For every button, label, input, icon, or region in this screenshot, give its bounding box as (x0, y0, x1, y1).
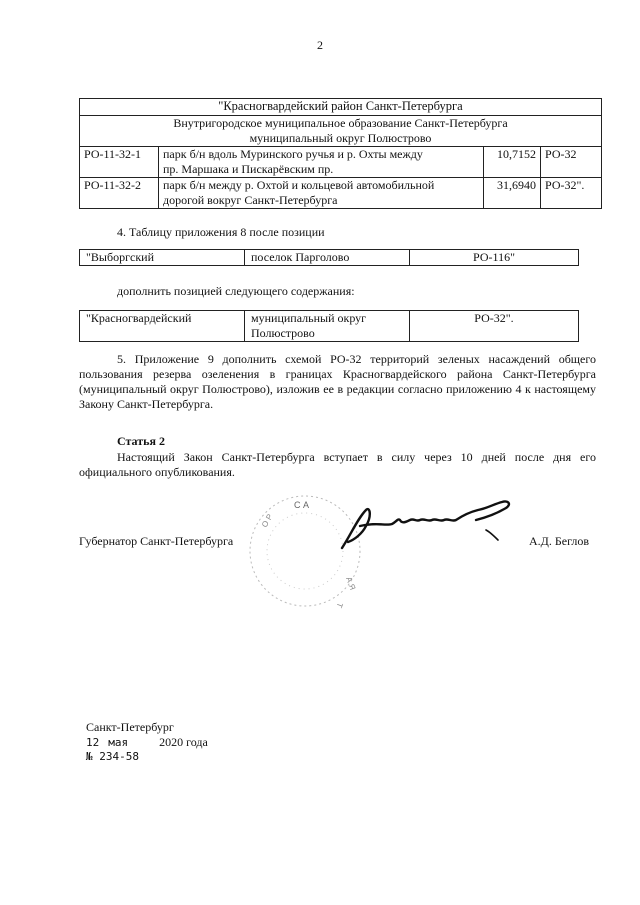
location-line2: Полюстрово (251, 326, 315, 340)
footer-city: Санкт-Петербург (86, 720, 174, 734)
territory-name-line2: пр. Маршака и Пискарёвским пр. (163, 161, 334, 176)
territory-area: 31,6940 (484, 177, 541, 208)
item-4-text: 4. Таблицу приложения 8 после позиции (117, 225, 325, 239)
territories-table (79, 98, 602, 209)
article-2-title: Статья 2 (117, 434, 165, 448)
municipal-header-line1: Внутригородское муниципальное образование Санкт-Петербурга (173, 115, 508, 130)
item-5-text: 5. Приложение 9 дополнить схемой РО-32 территорий зеленых насаждений общего пользования резерва озеленения в границах Красногвардейского района Санкт-Петербурга (муниципальный округ Полюстрово), изложив ее в редакции согласно приложению 4 к настоящему Закону Санкт-Петербурга. (79, 352, 596, 411)
svg-text:Т: Т (334, 601, 345, 609)
table-row (80, 250, 579, 266)
table-header-row (80, 99, 602, 116)
page-number: 2 (317, 38, 323, 52)
location-cell (245, 311, 410, 342)
location-cell: поселок Парголово (245, 250, 410, 266)
position-table (79, 249, 579, 266)
territory-code: РО-11-32-2 (80, 177, 159, 208)
table-row (80, 311, 579, 342)
document-footer (86, 720, 208, 764)
table-row (80, 177, 602, 208)
territory-name-line1: парк б/н вдоль Муринского ручья и р. Охты между (163, 146, 423, 161)
svg-text:О Р: О Р (259, 512, 275, 529)
svg-text:А Я: А Я (344, 575, 358, 592)
table-row (80, 146, 602, 177)
signer-position: Губернатор Санкт-Петербурга (79, 534, 234, 548)
new-position-table (79, 310, 579, 342)
add-position-text: дополнить позицией следующего содержания: (117, 284, 355, 298)
municipal-header-line2: муниципальный округ Полюстрово (249, 130, 432, 145)
territory-zone: РО-32 (541, 146, 602, 177)
table-header-row (80, 115, 602, 146)
footer-number: № 234-58 (86, 750, 139, 763)
territory-area: 10,7152 (484, 146, 541, 177)
zone-cell: РО-32". (410, 311, 579, 342)
district-cell: "Красногвардейский (80, 311, 245, 342)
district-cell: "Выборгский (80, 250, 245, 266)
svg-text:С А: С А (294, 500, 310, 510)
footer-month: мая (108, 736, 129, 749)
footer-day: 12 (86, 736, 100, 749)
zone-cell: РО-116" (410, 250, 579, 266)
location-line1: муниципальный округ (251, 311, 367, 325)
territory-name-line1: парк б/н между р. Охтой и кольцевой автомобильной (163, 177, 435, 192)
territory-code: РО-11-32-1 (80, 146, 159, 177)
territory-zone: РО-32". (541, 177, 602, 208)
territory-name (159, 146, 484, 177)
territory-name (159, 177, 484, 208)
footer-year: 2020 года (159, 735, 208, 749)
footer-date (86, 735, 208, 750)
handwritten-signature-icon (336, 496, 524, 556)
territory-name-line2: дорогой вокруг Санкт-Петербурга (163, 192, 338, 207)
signer-name: А.Д. Беглов (529, 534, 590, 548)
article-2-text: Настоящий Закон Санкт-Петербурга вступает в силу через 10 дней после дня его официального опубликования. (79, 450, 596, 479)
region-header: "Красногвардейский район Санкт-Петербурга (80, 99, 602, 116)
municipal-header (80, 115, 602, 146)
